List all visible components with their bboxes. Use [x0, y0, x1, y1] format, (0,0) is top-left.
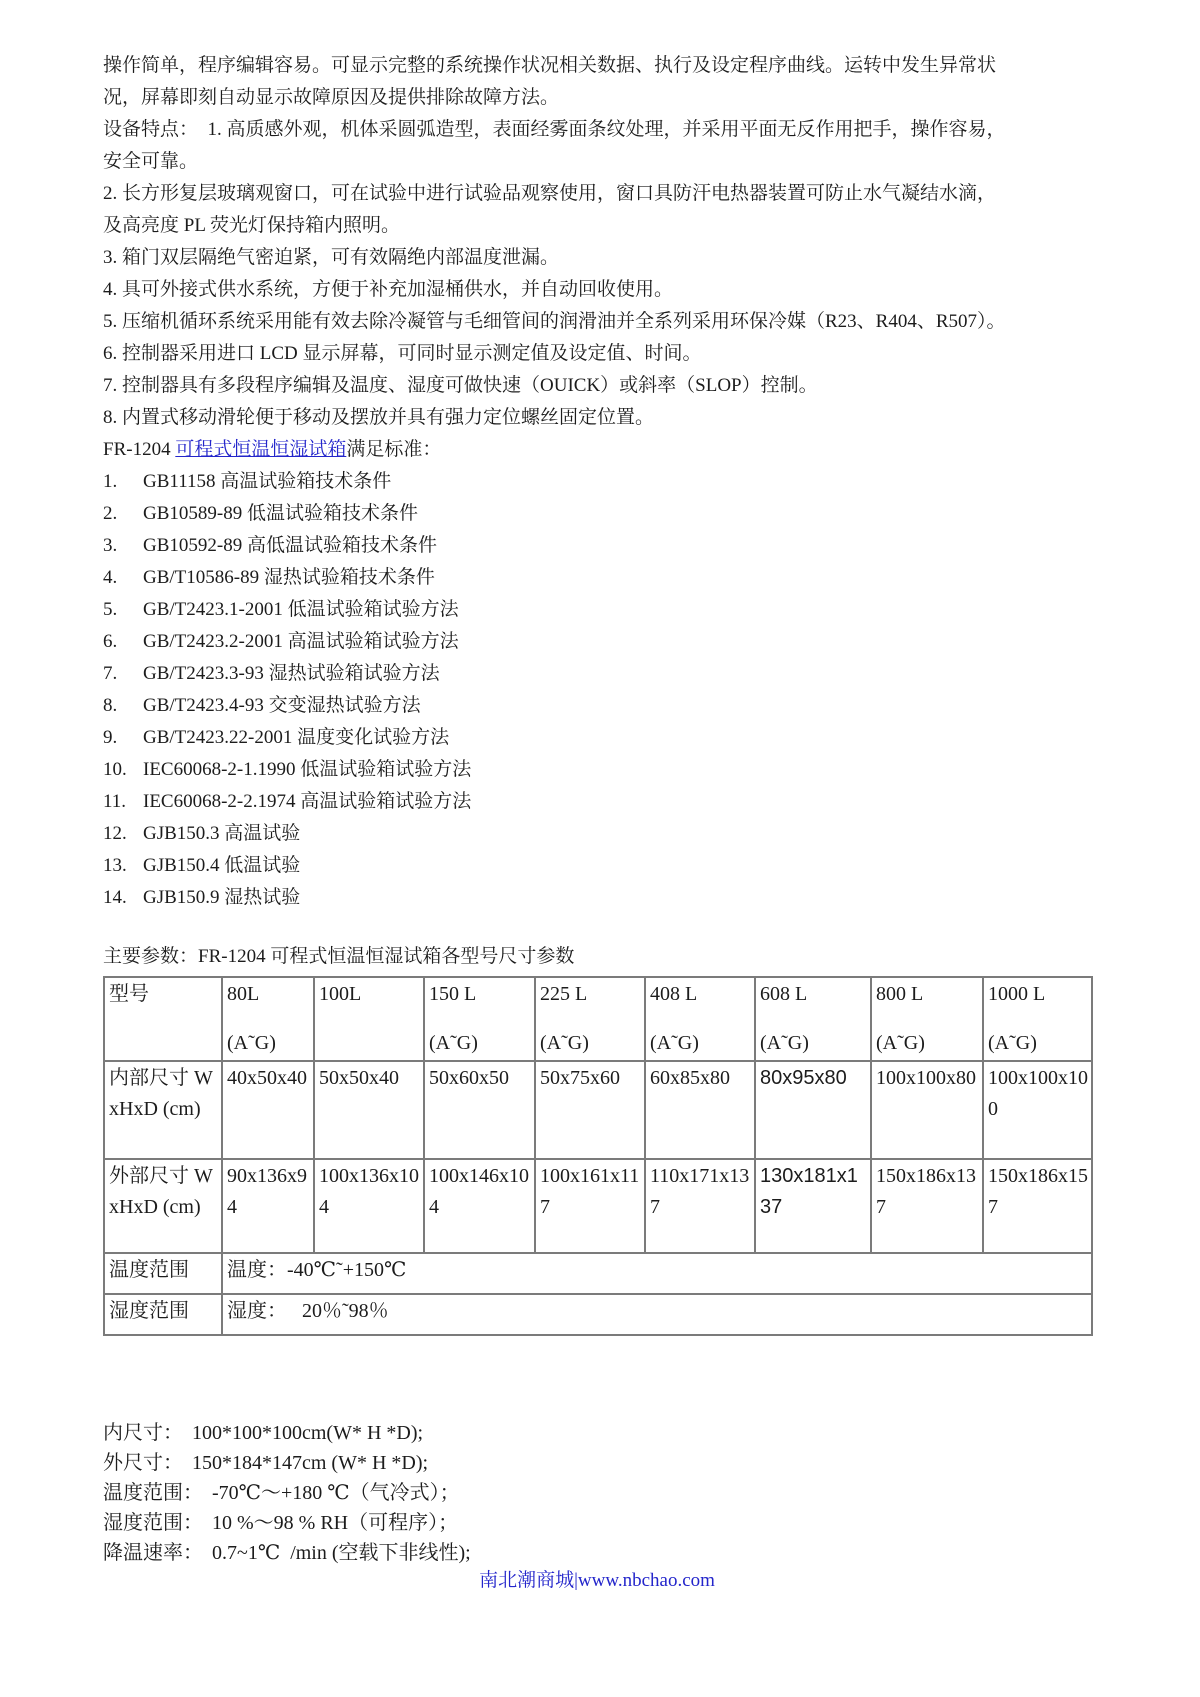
model-label: 1000 L — [988, 983, 1046, 1005]
standard-text: IEC60068-2-2.1974 高温试验箱试验方法 — [143, 791, 472, 812]
header-cell — [535, 977, 645, 1061]
spec-value: 150*184*147cm (W* H *D); — [192, 1452, 429, 1474]
table-row-inner-size — [104, 1061, 1092, 1159]
standard-item — [103, 594, 1007, 626]
standard-number: 4. — [103, 567, 118, 588]
intro-paragraph: 设备特点： 1. 高质感外观，机体采圆弧造型，表面经雾面条纹处理，并采用平面无反作用把手，操作容易，安全可靠。 — [103, 119, 1006, 172]
model-label: 608 L — [760, 983, 808, 1005]
table-row-humidity-range — [104, 1294, 1092, 1335]
spec-label: 温度范围： — [103, 1482, 203, 1504]
standard-item — [103, 850, 1007, 882]
model-sub: (A˜G) — [760, 1032, 809, 1054]
spec-line — [103, 1538, 1200, 1568]
model-sub: (A˜G) — [540, 1032, 589, 1054]
standard-item — [103, 754, 1007, 786]
cell-outer-size: 100x136x104 — [314, 1159, 424, 1253]
cell-outer-size: 130x181x137 — [755, 1159, 871, 1253]
spec-line — [103, 1508, 1200, 1538]
intro-paragraph: 操作简单，程序编辑容易。可显示完整的系统操作状况相关数据、执行及设定程序曲线。运转中发生异常状况，屏幕即刻自动显示故障原因及提供排除故障方法。 — [103, 55, 997, 108]
standard-number: 2. — [103, 503, 118, 524]
cell-inner-size: 100x100x100 — [983, 1061, 1092, 1159]
standard-number: 8. — [103, 695, 118, 716]
standard-number: 10. — [103, 759, 127, 780]
header-cell — [222, 977, 314, 1061]
row-label: 温度范围 — [104, 1253, 222, 1294]
intro-paragraph: 2. 长方形复层玻璃观窗口，可在试验中进行试验品观察使用，窗口具防汗电热器装置可防止水气凝结水滴，及高亮度 PL 荧光灯保持箱内照明。 — [103, 183, 997, 236]
standard-item — [103, 690, 1007, 722]
standard-text: IEC60068-2-1.1990 低温试验箱试验方法 — [143, 759, 472, 780]
standard-text: GB/T10586-89 湿热试验箱技术条件 — [143, 567, 435, 588]
cell-outer-size: 100x146x104 — [424, 1159, 535, 1253]
standards-heading — [103, 434, 1007, 466]
standard-item — [103, 722, 1007, 754]
cell-outer-size: 110x171x137 — [645, 1159, 755, 1253]
header-cell — [871, 977, 983, 1061]
spec-label: 内尺寸： — [103, 1422, 183, 1444]
header-cell — [983, 977, 1092, 1061]
model-label: 150 L — [429, 983, 477, 1005]
model-sub: (A˜G) — [227, 1032, 276, 1054]
standard-item — [103, 626, 1007, 658]
model-label: 225 L — [540, 983, 588, 1005]
cell-inner-size: 100x100x80 — [871, 1061, 983, 1159]
standard-item — [103, 786, 1007, 818]
standard-number: 12. — [103, 823, 127, 844]
standards-heading-prefix: FR-1204 — [103, 439, 176, 460]
standard-item — [103, 498, 1007, 530]
spec-value: 10 %～98 % RH（可程序）； — [212, 1512, 459, 1534]
standard-number: 11. — [103, 791, 127, 812]
footer-site-link[interactable]: 南北潮商城|www.nbchao.com — [479, 1570, 715, 1591]
spec-value: 0.7~1℃ /min (空载下非线性); — [212, 1542, 471, 1564]
text-block — [103, 50, 1007, 914]
standard-number: 1. — [103, 471, 118, 492]
cell-outer-size: 100x161x117 — [535, 1159, 645, 1253]
spec-label: 降温速率： — [103, 1542, 203, 1564]
header-cell — [424, 977, 535, 1061]
header-cell — [755, 977, 871, 1061]
standard-text: GB/T2423.3-93 湿热试验箱试验方法 — [143, 663, 440, 684]
model-label: 800 L — [876, 983, 924, 1005]
standard-text: GJB150.3 高温试验 — [143, 823, 301, 844]
standard-text: GJB150.9 湿热试验 — [143, 887, 301, 908]
cell-temp-range: 温度：-40℃˜+150℃ — [222, 1253, 1092, 1294]
standard-item — [103, 530, 1007, 562]
cell-inner-size: 50x60x50 — [424, 1061, 535, 1159]
spec-line — [103, 1448, 1200, 1478]
model-sub: (A˜G) — [650, 1032, 699, 1054]
spec-summary-block — [103, 1418, 1200, 1568]
row-label: 内部尺寸 WxHxD (cm) — [104, 1061, 222, 1159]
standard-text: GB10592-89 高低温试验箱技术条件 — [143, 535, 437, 556]
product-link[interactable]: 可程式恒温恒湿试箱 — [175, 439, 347, 460]
intro-paragraph: 5. 压缩机循环系统采用能有效去除冷凝管与毛细管间的润滑油并全系列采用环保冷媒（R23、R404、R507）。 — [103, 311, 1006, 332]
standard-text: GB/T2423.22-2001 温度变化试验方法 — [143, 727, 450, 748]
standard-number: 6. — [103, 631, 118, 652]
spec-line — [103, 1418, 1200, 1448]
model-sub: (A˜G) — [429, 1032, 478, 1054]
standard-item — [103, 466, 1007, 498]
cell-outer-size: 150x186x157 — [983, 1159, 1092, 1253]
cell-inner-size: 40x50x40 — [222, 1061, 314, 1159]
table-row-temp-range — [104, 1253, 1092, 1294]
standard-item — [103, 818, 1007, 850]
header-cell — [314, 977, 424, 1061]
row-label: 外部尺寸 WxHxD (cm) — [104, 1159, 222, 1253]
cell-inner-size: 80x95x80 — [755, 1061, 871, 1159]
standard-text: GB11158 高温试验箱技术条件 — [143, 471, 392, 492]
model-sub: (A˜G) — [876, 1032, 925, 1054]
header-cell — [645, 977, 755, 1061]
header-cell-model: 型号 — [104, 977, 222, 1061]
standard-number: 5. — [103, 599, 118, 620]
model-label: 80L — [227, 983, 260, 1005]
row-label: 湿度范围 — [104, 1294, 222, 1335]
standard-text: GB/T2423.4-93 交变湿热试验方法 — [143, 695, 421, 716]
model-sub: (A˜G) — [988, 1032, 1037, 1054]
standard-number: 7. — [103, 663, 118, 684]
table-header-row — [104, 977, 1092, 1061]
cell-inner-size: 60x85x80 — [645, 1061, 755, 1159]
cell-outer-size: 150x186x137 — [871, 1159, 983, 1253]
footer — [103, 1568, 1091, 1594]
standard-item — [103, 562, 1007, 594]
standard-text: GB10589-89 低温试验箱技术条件 — [143, 503, 418, 524]
spec-label: 外尺寸： — [103, 1452, 183, 1474]
standards-heading-suffix: 满足标准： — [346, 439, 442, 460]
intro-paragraph: 4. 具可外接式供水系统，方便于补充加湿桶供水，并自动回收使用。 — [103, 279, 674, 300]
standard-number: 13. — [103, 855, 127, 876]
standard-text: GB/T2423.1-2001 低温试验箱试验方法 — [143, 599, 459, 620]
standard-number: 3. — [103, 535, 118, 556]
standard-number: 14. — [103, 887, 127, 908]
standard-item — [103, 658, 1007, 690]
intro-paragraph: 3. 箱门双层隔绝气密迫紧，可有效隔绝内部温度泄漏。 — [103, 247, 560, 268]
cell-inner-size: 50x75x60 — [535, 1061, 645, 1159]
standard-text: GJB150.4 低温试验 — [143, 855, 301, 876]
spec-value: 100*100*100cm(W* H *D); — [192, 1422, 424, 1444]
spec-label: 湿度范围： — [103, 1512, 203, 1534]
intro-paragraph: 8. 内置式移动滑轮便于移动及摆放并具有强力定位螺丝固定位置。 — [103, 407, 655, 428]
table-title: 主要参数：FR-1204 可程式恒温恒湿试箱各型号尺寸参数 — [103, 946, 575, 967]
intro-paragraph: 7. 控制器具有多段程序编辑及温度、湿度可做快速（OUICK）或斜率（SLOP）控制。 — [103, 375, 818, 396]
standard-text: GB/T2423.2-2001 高温试验箱试验方法 — [143, 631, 459, 652]
standard-number: 9. — [103, 727, 118, 748]
standard-item — [103, 882, 1007, 914]
model-label: 408 L — [650, 983, 698, 1005]
spec-value: -70℃～+180 ℃（气冷式）； — [212, 1482, 460, 1504]
intro-paragraph: 6. 控制器采用进口 LCD 显示屏幕，可同时显示测定值及设定值、时间。 — [103, 343, 702, 364]
cell-outer-size: 90x136x94 — [222, 1159, 314, 1253]
spec-table — [103, 976, 1093, 1336]
cell-humidity-range: 湿度： 20％˜98％ — [222, 1294, 1092, 1335]
cell-inner-size: 50x50x40 — [314, 1061, 424, 1159]
table-row-outer-size — [104, 1159, 1092, 1253]
spec-line — [103, 1478, 1200, 1508]
model-label: 100L — [319, 983, 362, 1005]
